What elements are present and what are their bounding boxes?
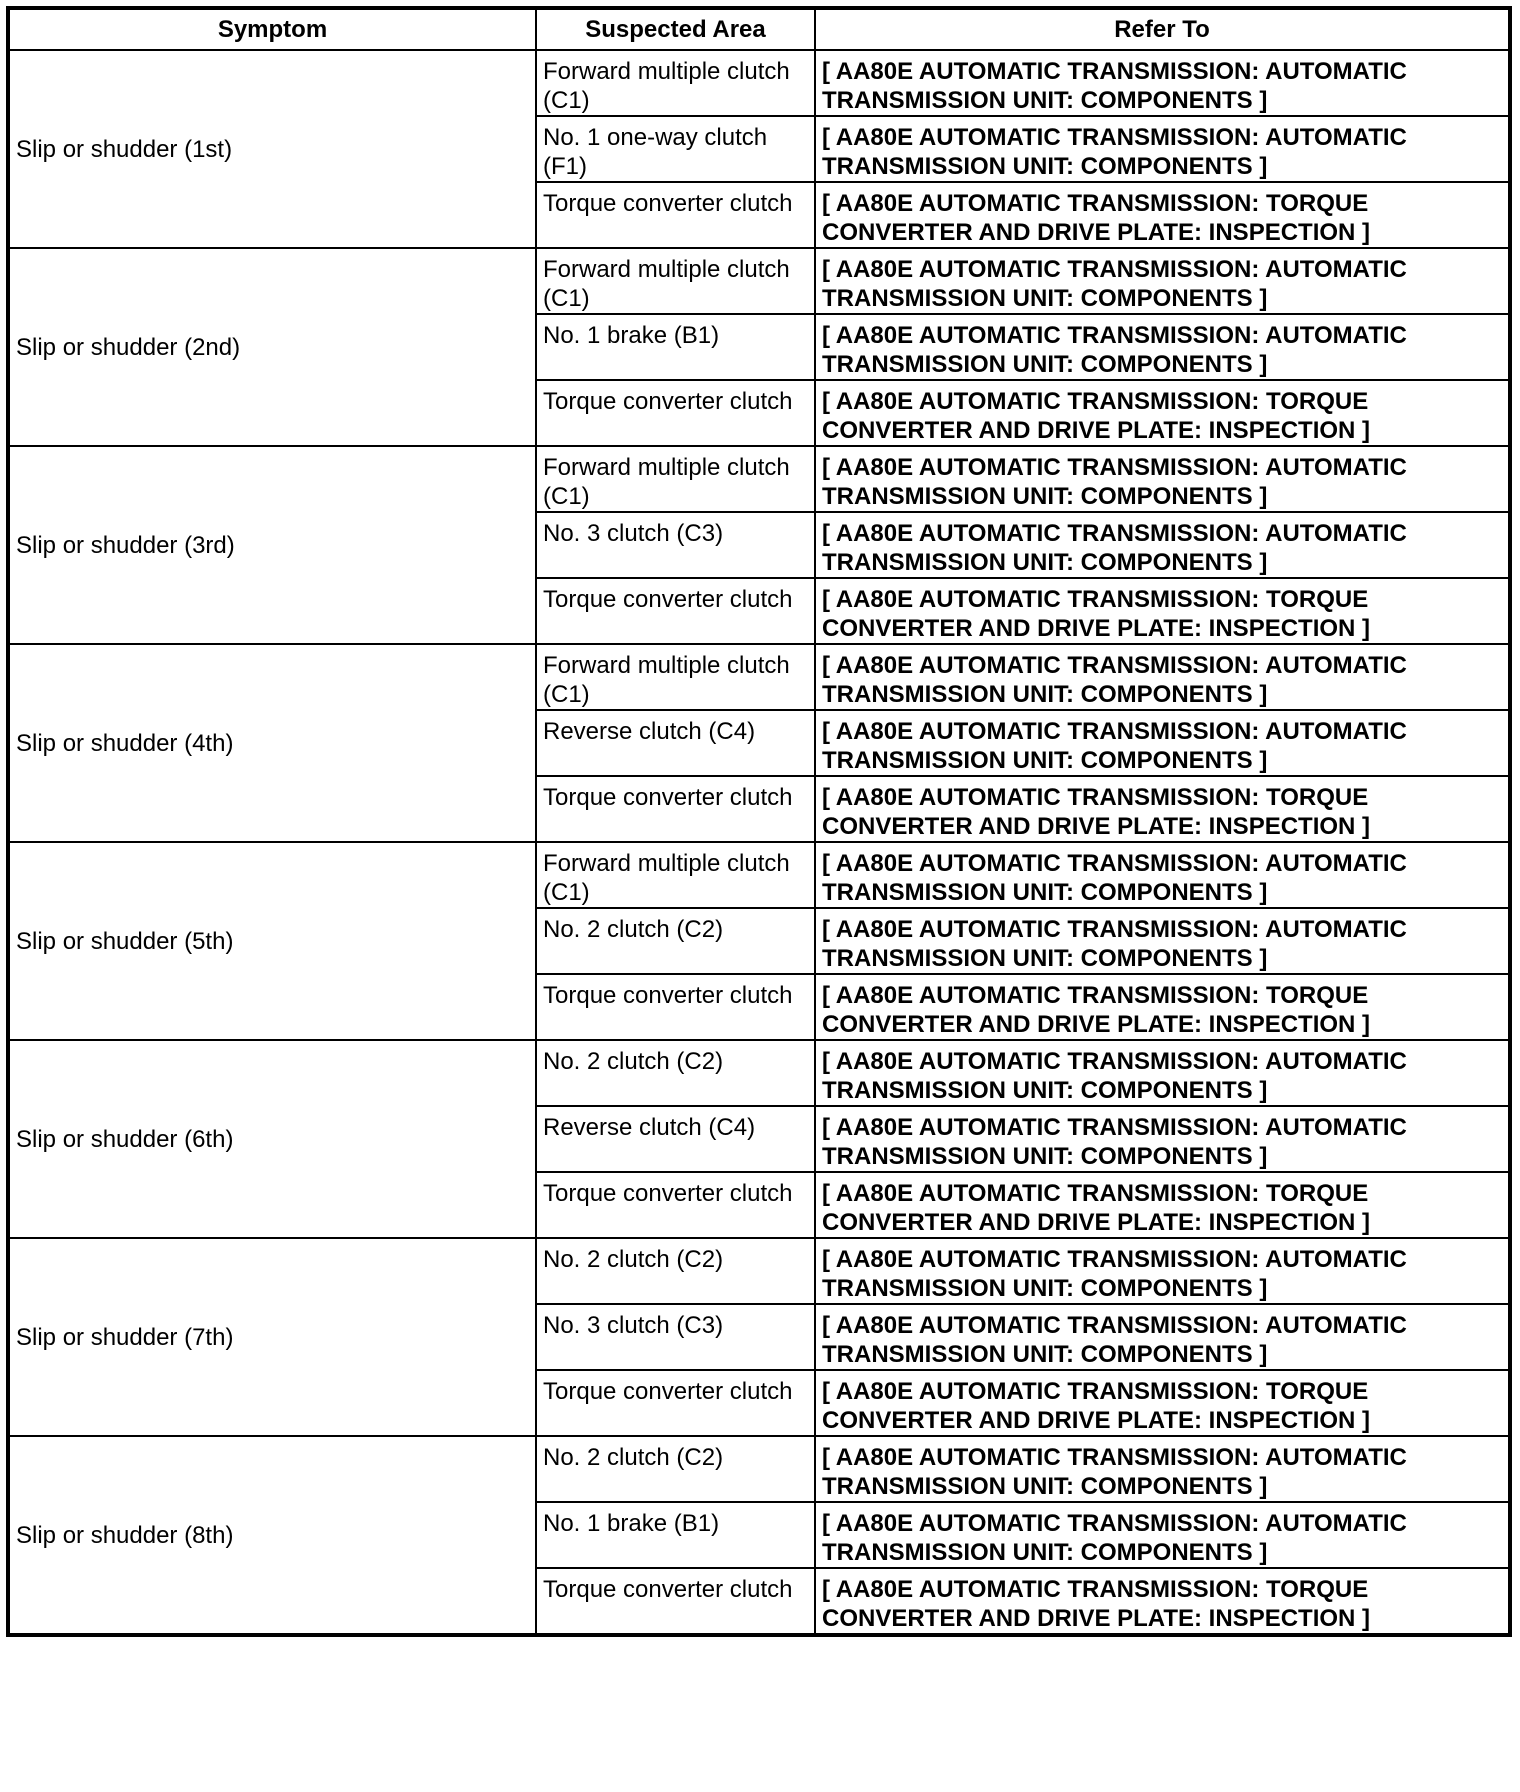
symptom-cell: Slip or shudder (3rd): [8, 446, 536, 644]
suspected-area-cell: No. 2 clutch (C2): [536, 1040, 815, 1106]
suspected-area-cell: Reverse clutch (C4): [536, 1106, 815, 1172]
refer-to-cell[interactable]: [ AA80E AUTOMATIC TRANSMISSION: AUTOMATIC TRANSMISSION UNIT: COMPONENTS ]: [815, 446, 1510, 512]
refer-to-cell[interactable]: [ AA80E AUTOMATIC TRANSMISSION: TORQUE CONVERTER AND DRIVE PLATE: INSPECTION ]: [815, 1370, 1510, 1436]
header-refer-to: Refer To: [815, 8, 1510, 50]
symptom-cell: Slip or shudder (7th): [8, 1238, 536, 1436]
refer-to-cell[interactable]: [ AA80E AUTOMATIC TRANSMISSION: AUTOMATIC TRANSMISSION UNIT: COMPONENTS ]: [815, 1436, 1510, 1502]
suspected-area-cell: No. 1 one-way clutch (F1): [536, 116, 815, 182]
suspected-area-cell: Forward multiple clutch (C1): [536, 446, 815, 512]
refer-to-cell[interactable]: [ AA80E AUTOMATIC TRANSMISSION: AUTOMATIC TRANSMISSION UNIT: COMPONENTS ]: [815, 1502, 1510, 1568]
refer-to-cell[interactable]: [ AA80E AUTOMATIC TRANSMISSION: TORQUE CONVERTER AND DRIVE PLATE: INSPECTION ]: [815, 182, 1510, 248]
suspected-area-cell: Torque converter clutch: [536, 1172, 815, 1238]
suspected-area-cell: Torque converter clutch: [536, 1370, 815, 1436]
table-row: [8, 1436, 1510, 1502]
table-body: [8, 50, 1510, 1635]
table-header-row: [8, 8, 1510, 50]
suspected-area-cell: Torque converter clutch: [536, 974, 815, 1040]
suspected-area-cell: No. 3 clutch (C3): [536, 512, 815, 578]
suspected-area-cell: Torque converter clutch: [536, 182, 815, 248]
suspected-area-cell: Forward multiple clutch (C1): [536, 50, 815, 116]
symptom-cell: Slip or shudder (5th): [8, 842, 536, 1040]
suspected-area-cell: No. 3 clutch (C3): [536, 1304, 815, 1370]
suspected-area-cell: Forward multiple clutch (C1): [536, 644, 815, 710]
suspected-area-cell: No. 1 brake (B1): [536, 314, 815, 380]
refer-to-cell[interactable]: [ AA80E AUTOMATIC TRANSMISSION: AUTOMATIC TRANSMISSION UNIT: COMPONENTS ]: [815, 1304, 1510, 1370]
suspected-area-cell: No. 2 clutch (C2): [536, 1436, 815, 1502]
symptom-cell: Slip or shudder (8th): [8, 1436, 536, 1635]
refer-to-cell[interactable]: [ AA80E AUTOMATIC TRANSMISSION: AUTOMATIC TRANSMISSION UNIT: COMPONENTS ]: [815, 908, 1510, 974]
troubleshooting-table-container: [6, 6, 1508, 1637]
refer-to-cell[interactable]: [ AA80E AUTOMATIC TRANSMISSION: TORQUE CONVERTER AND DRIVE PLATE: INSPECTION ]: [815, 776, 1510, 842]
table-row: [8, 248, 1510, 314]
symptom-cell: Slip or shudder (2nd): [8, 248, 536, 446]
refer-to-cell[interactable]: [ AA80E AUTOMATIC TRANSMISSION: AUTOMATIC TRANSMISSION UNIT: COMPONENTS ]: [815, 248, 1510, 314]
suspected-area-cell: Torque converter clutch: [536, 578, 815, 644]
symptom-cell: Slip or shudder (6th): [8, 1040, 536, 1238]
symptom-cell: Slip or shudder (1st): [8, 50, 536, 248]
suspected-area-cell: No. 1 brake (B1): [536, 1502, 815, 1568]
refer-to-cell[interactable]: [ AA80E AUTOMATIC TRANSMISSION: AUTOMATIC TRANSMISSION UNIT: COMPONENTS ]: [815, 512, 1510, 578]
refer-to-cell[interactable]: [ AA80E AUTOMATIC TRANSMISSION: AUTOMATIC TRANSMISSION UNIT: COMPONENTS ]: [815, 842, 1510, 908]
refer-to-cell[interactable]: [ AA80E AUTOMATIC TRANSMISSION: AUTOMATIC TRANSMISSION UNIT: COMPONENTS ]: [815, 710, 1510, 776]
suspected-area-cell: Torque converter clutch: [536, 776, 815, 842]
header-symptom: Symptom: [8, 8, 536, 50]
refer-to-cell[interactable]: [ AA80E AUTOMATIC TRANSMISSION: TORQUE CONVERTER AND DRIVE PLATE: INSPECTION ]: [815, 1172, 1510, 1238]
refer-to-cell[interactable]: [ AA80E AUTOMATIC TRANSMISSION: AUTOMATIC TRANSMISSION UNIT: COMPONENTS ]: [815, 1040, 1510, 1106]
table-row: [8, 842, 1510, 908]
header-suspected-area: Suspected Area: [536, 8, 815, 50]
suspected-area-cell: Forward multiple clutch (C1): [536, 842, 815, 908]
table-row: [8, 1238, 1510, 1304]
refer-to-cell[interactable]: [ AA80E AUTOMATIC TRANSMISSION: TORQUE CONVERTER AND DRIVE PLATE: INSPECTION ]: [815, 1568, 1510, 1635]
refer-to-cell[interactable]: [ AA80E AUTOMATIC TRANSMISSION: AUTOMATIC TRANSMISSION UNIT: COMPONENTS ]: [815, 116, 1510, 182]
table-row: [8, 446, 1510, 512]
suspected-area-cell: Reverse clutch (C4): [536, 710, 815, 776]
suspected-area-cell: No. 2 clutch (C2): [536, 908, 815, 974]
suspected-area-cell: Torque converter clutch: [536, 1568, 815, 1635]
symptom-cell: Slip or shudder (4th): [8, 644, 536, 842]
suspected-area-cell: No. 2 clutch (C2): [536, 1238, 815, 1304]
troubleshooting-table: [6, 6, 1512, 1637]
table-row: [8, 50, 1510, 116]
refer-to-cell[interactable]: [ AA80E AUTOMATIC TRANSMISSION: TORQUE CONVERTER AND DRIVE PLATE: INSPECTION ]: [815, 578, 1510, 644]
table-row: [8, 644, 1510, 710]
refer-to-cell[interactable]: [ AA80E AUTOMATIC TRANSMISSION: AUTOMATIC TRANSMISSION UNIT: COMPONENTS ]: [815, 1238, 1510, 1304]
refer-to-cell[interactable]: [ AA80E AUTOMATIC TRANSMISSION: AUTOMATIC TRANSMISSION UNIT: COMPONENTS ]: [815, 644, 1510, 710]
refer-to-cell[interactable]: [ AA80E AUTOMATIC TRANSMISSION: TORQUE CONVERTER AND DRIVE PLATE: INSPECTION ]: [815, 974, 1510, 1040]
refer-to-cell[interactable]: [ AA80E AUTOMATIC TRANSMISSION: AUTOMATIC TRANSMISSION UNIT: COMPONENTS ]: [815, 50, 1510, 116]
suspected-area-cell: Torque converter clutch: [536, 380, 815, 446]
refer-to-cell[interactable]: [ AA80E AUTOMATIC TRANSMISSION: AUTOMATIC TRANSMISSION UNIT: COMPONENTS ]: [815, 314, 1510, 380]
table-row: [8, 1040, 1510, 1106]
refer-to-cell[interactable]: [ AA80E AUTOMATIC TRANSMISSION: TORQUE CONVERTER AND DRIVE PLATE: INSPECTION ]: [815, 380, 1510, 446]
refer-to-cell[interactable]: [ AA80E AUTOMATIC TRANSMISSION: AUTOMATIC TRANSMISSION UNIT: COMPONENTS ]: [815, 1106, 1510, 1172]
suspected-area-cell: Forward multiple clutch (C1): [536, 248, 815, 314]
